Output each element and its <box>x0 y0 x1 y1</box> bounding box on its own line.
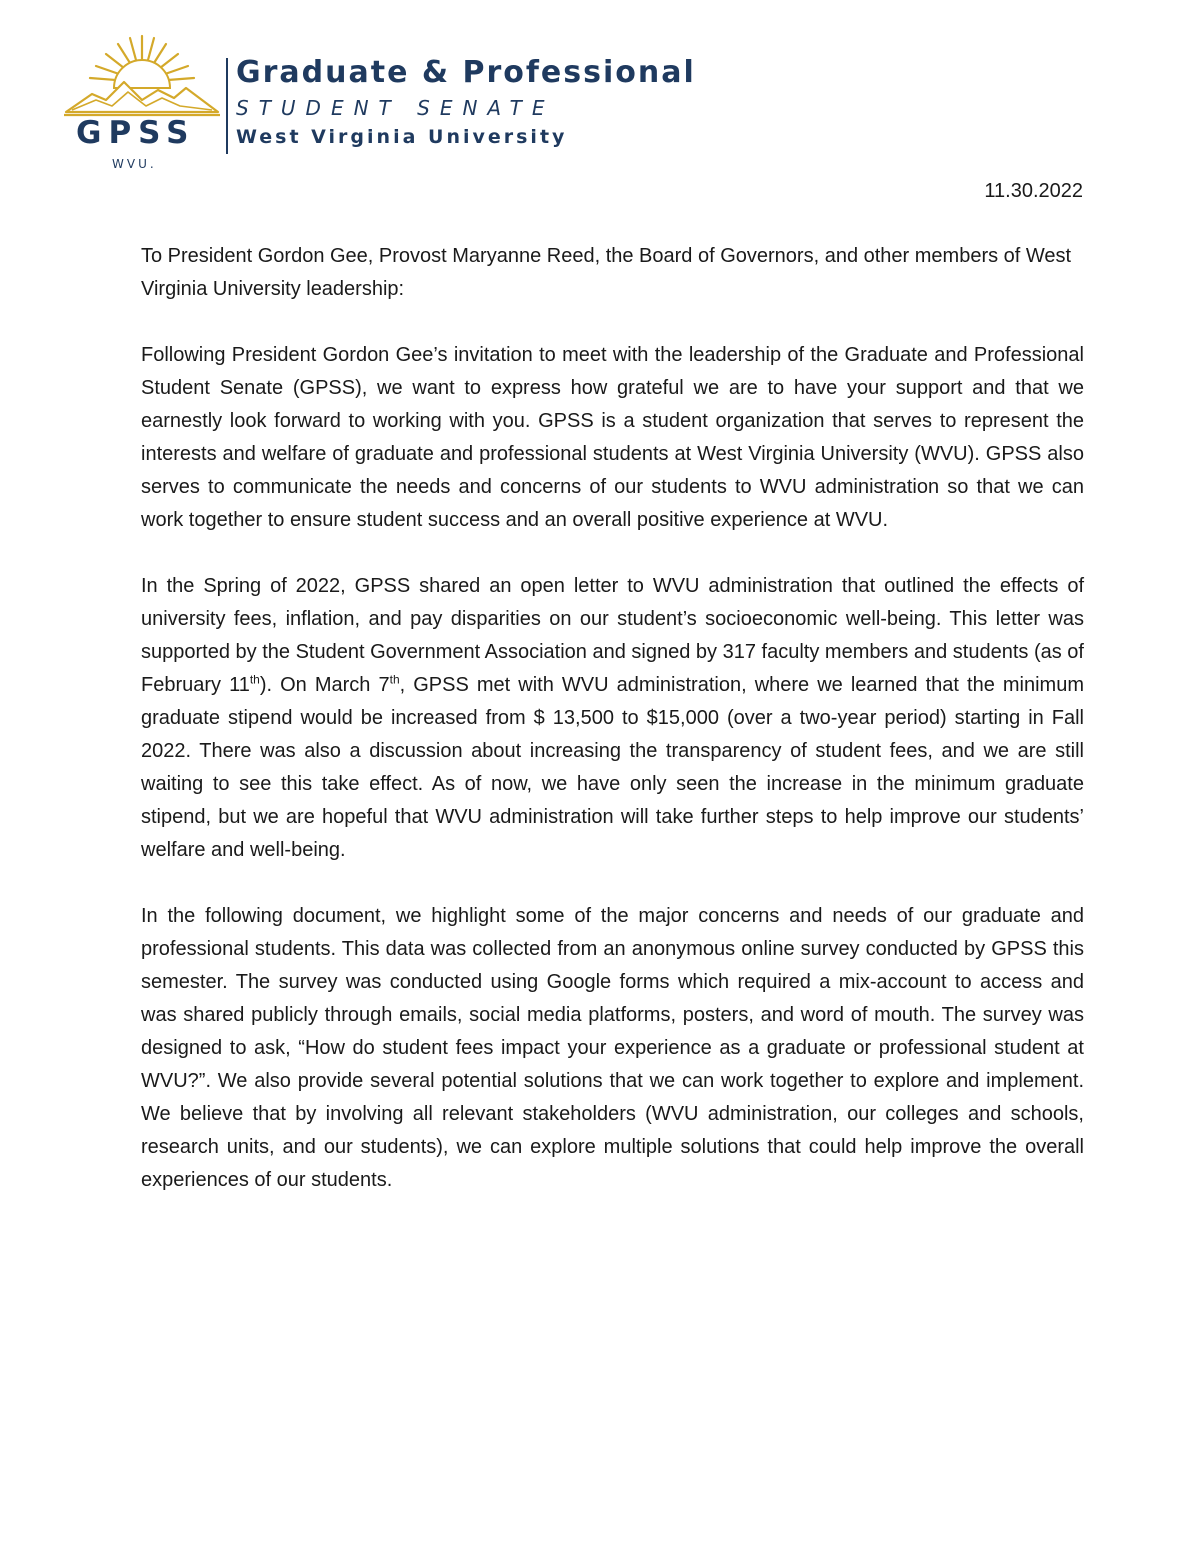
paragraph-text: ). On March 7 <box>259 674 390 696</box>
paragraph-spring-2022 <box>141 570 1084 867</box>
org-name: Graduate & Professional <box>236 55 696 90</box>
letterhead-divider <box>226 58 228 154</box>
paragraph-intro: Following President Gordon Gee’s invitation to meet with the leadership of the Graduate and Professional Student Senate (GPSS), we want to express how grateful we are to have your support and that we earnestly look forward to working with you. GPSS is a student organization that serves to represent the interests and welfare of graduate and professional students at West Virginia University (WVU). GPSS also serves to communicate the needs and concerns of our students to WVU administration so that we can work together to ensure student success and an overall positive experience at WVU. <box>141 344 1084 531</box>
letter-body <box>141 240 1084 1230</box>
logo-gpss-text: GPSS <box>76 115 196 151</box>
paragraph-survey: In the following document, we highlight some of the major concerns and needs of our graduate and professional students. This data was collected from an anonymous online survey conducted by GPSS this semester. The survey was conducted using Google forms which required a mix-account to access and was shared publicly through emails, social media platforms, posters, and word of mouth. The survey was designed to ask, “How do student fees impact your experience as a graduate or professional student at WVU?”. We also provide several potential solutions that we can work together to explore and implement. We believe that by involving all relevant stakeholders (WVU administration, our colleges and schools, research units, and our students), we can explore multiple solutions that could help improve the overall experiences of our students. <box>141 905 1084 1191</box>
gpss-logo <box>62 30 222 180</box>
letter-date: 11.30.2022 <box>984 180 1083 202</box>
paragraph-text: , GPSS met with WVU administration, where we learned that the minimum graduate stipend would be increased from $ 13,500 to $15,000 (over a two-year period) starting in Fall 2022. There was also a discussion about increasing the transparency of student fees, and we are still waiting to see this take effect. As of now, we have only seen the increase in the minimum graduate stipend, but we are hopeful that WVU administration will take further steps to help improve our students’ welfare and well-being. <box>141 674 1084 861</box>
superscript: th <box>249 672 260 687</box>
paragraph-text: In the Spring of 2022, GPSS shared an open letter to WVU administration that outlined the effects of university fees, inflation, and pay disparities on our student’s socioeconomic well-being. This letter was supported by the Student Government Association and signed by 317 faculty members and students (as of February 11 <box>141 575 1084 696</box>
university-name: West Virginia University <box>236 126 568 148</box>
letterhead <box>62 30 702 180</box>
superscript: th <box>389 672 400 687</box>
org-subtitle: STUDENT SENATE <box>236 96 555 120</box>
sun-over-mountains-icon <box>62 30 222 122</box>
salutation: To President Gordon Gee, Provost Maryanne Reed, the Board of Governors, and other members of West Virginia University leadership: <box>141 245 1072 300</box>
logo-wvu-text: WVU. <box>112 157 157 171</box>
